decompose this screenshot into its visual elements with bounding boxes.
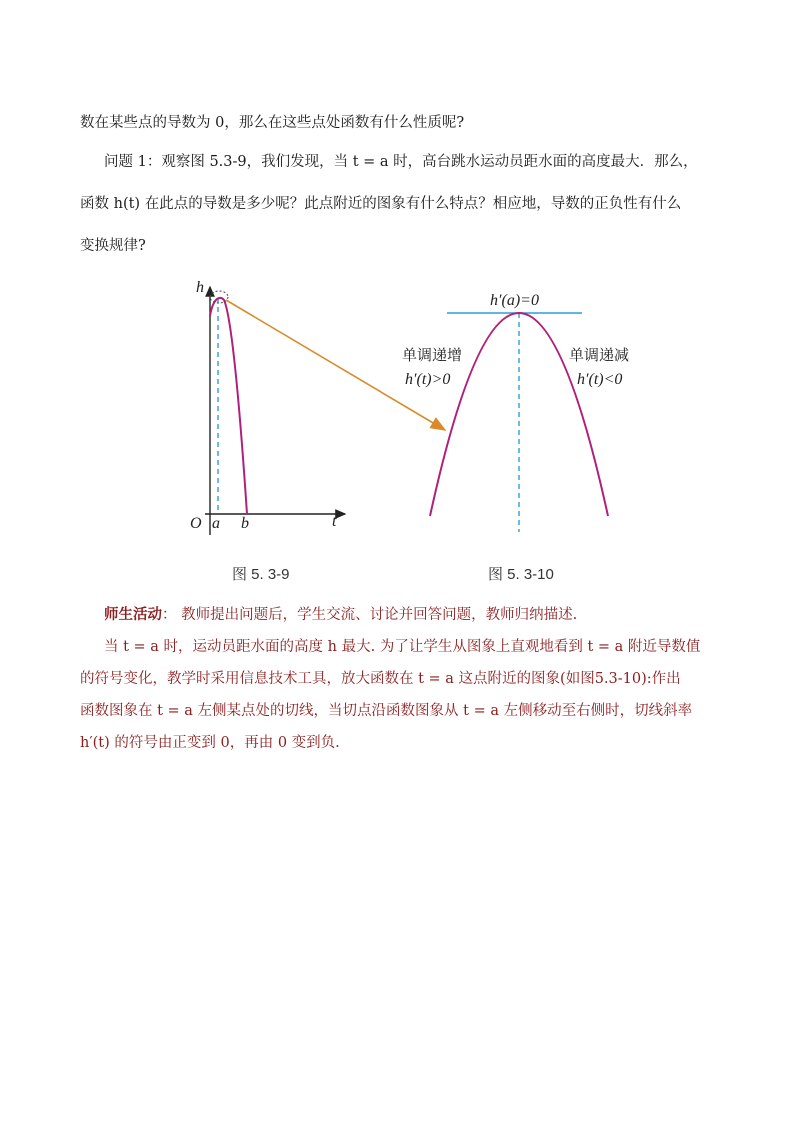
paragraph-line-1: 数在某些点的导数为 0，那么在这些点处函数有什么性质呢? <box>80 115 465 131</box>
a-label: a <box>212 515 220 532</box>
figure-5-3-10 <box>402 292 629 532</box>
b-label: b <box>241 515 249 532</box>
tangent-label: h′(a)=0 <box>490 292 539 309</box>
activity-intro: 教师提出问题后，学生交流、讨论并回答问题，教师归纳描述. <box>181 607 578 623</box>
paragraph-line-2: 问题 1：观察图 5.3-9，我们发现，当 t = a 时，高台跳水运动员距水面的高度最大．那么， <box>104 154 698 170</box>
activity-line-2: 的符号变化，教学时采用信息技术工具，放大函数在 t = a 这点附近的图象(如图5.3-10):作出 <box>80 671 681 687</box>
paragraph-line-3: 函数 h(t) 在此点的导数是多少呢？此点附近的图象有什么特点？相应地，导数的正负性有什么 <box>80 196 682 212</box>
caption-figure-5-3-10: 图 5. 3-10 <box>488 566 554 583</box>
activity-line-4: h′(t) 的符号由正变到 0，再由 0 变到负. <box>80 735 340 751</box>
activity-line-3: 函数图象在 t = a 左侧某点处的切线，当切点沿函数图象从 t = a 左侧移动至右侧时，切线斜率 <box>80 703 693 719</box>
increasing-derivative-label: h′(t)>0 <box>405 371 451 388</box>
h-axis-label: h <box>196 279 204 296</box>
figure-5-3-9 <box>190 279 445 535</box>
increasing-label: 单调递增 <box>402 346 463 364</box>
activity-intro-line <box>104 603 577 624</box>
decreasing-label: 单调递减 <box>569 346 630 364</box>
decreasing-derivative-label: h′(t)<0 <box>577 371 623 388</box>
curve-h-t <box>210 298 247 514</box>
origin-label: O <box>190 515 202 532</box>
paragraph-line-4: 变换规律? <box>80 238 146 254</box>
caption-figure-5-3-9: 图 5. 3-9 <box>232 566 290 583</box>
activity-colon: ： <box>162 607 177 623</box>
activity-line-1: 当 t = a 时，运动员距水面的高度 h 最大. 为了让学生从图象上直观地看到 t = a 附近导数值 <box>104 639 701 655</box>
zoom-arrow <box>226 300 445 430</box>
t-axis-label: t <box>332 513 337 530</box>
activity-heading: 师生活动 <box>104 606 162 623</box>
